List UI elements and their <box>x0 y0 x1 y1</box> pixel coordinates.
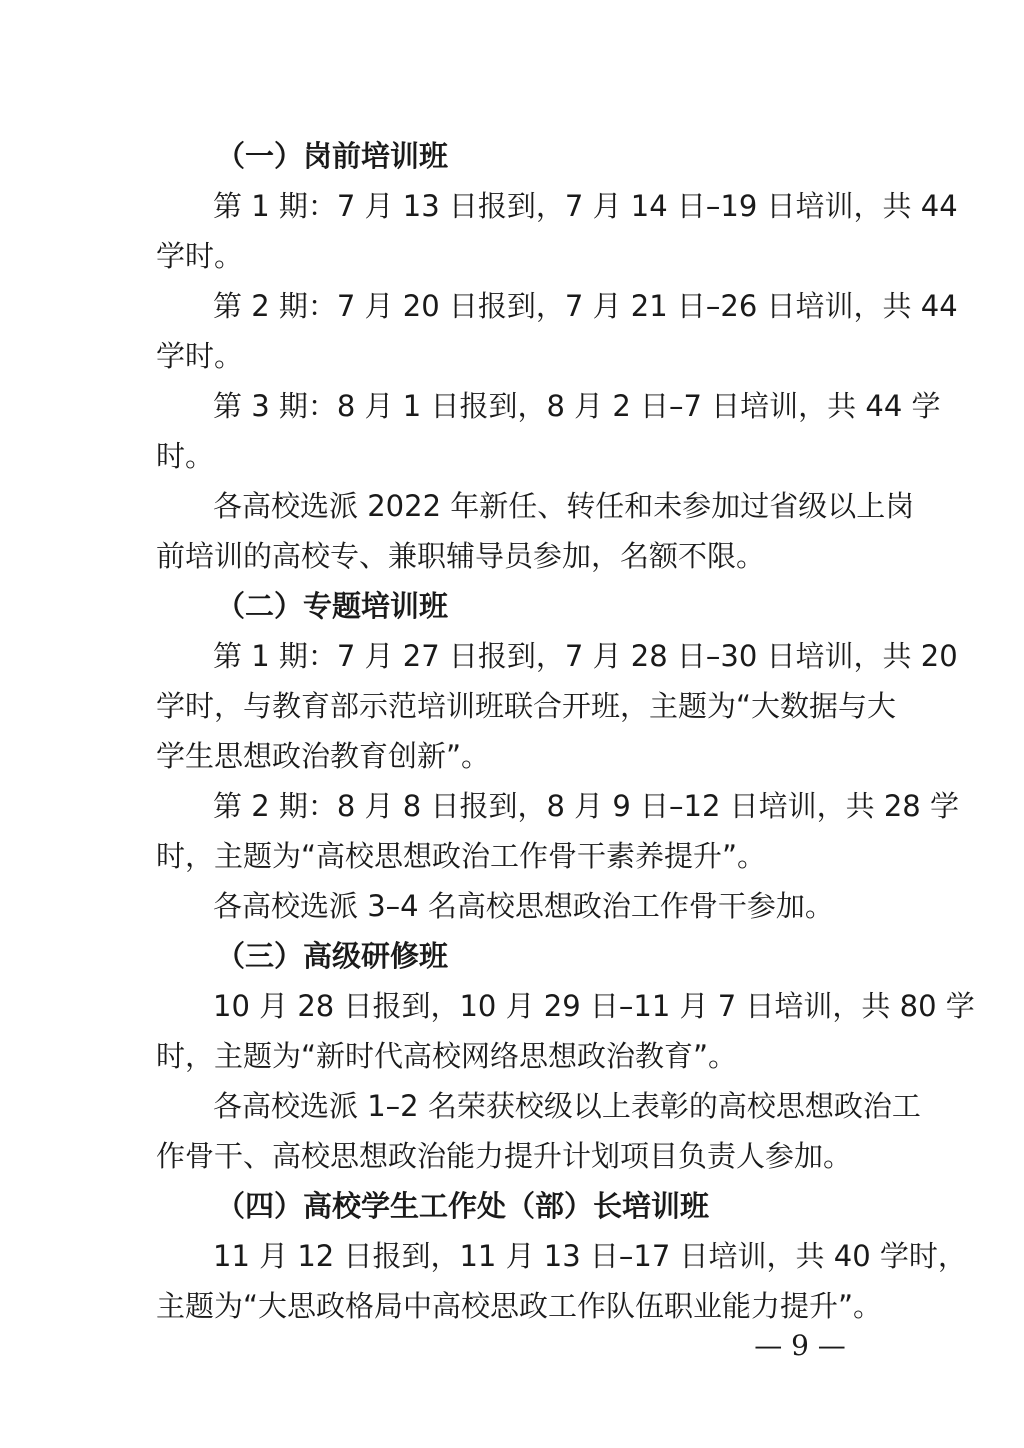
section-heading-1: （一）岗前培训班 <box>216 139 449 173</box>
paragraph-line: 时，主题为“高校思想政治工作骨干素养提升”。 <box>156 839 767 873</box>
paragraph-line: 学生思想政治教育创新”。 <box>156 739 491 773</box>
section-heading-3: （三）高级研修班 <box>216 939 449 973</box>
paragraph-line: 各高校选派 1–2 名荣获校级以上表彰的高校思想政治工 <box>213 1089 921 1123</box>
paragraph-line: 学时。 <box>156 339 244 373</box>
paragraph-line: 各高校选派 3–4 名高校思想政治工作骨干参加。 <box>213 889 834 923</box>
page-number: — 9 — <box>754 1329 846 1362</box>
paragraph-line: 前培训的高校专、兼职辅导员参加，名额不限。 <box>156 539 766 573</box>
paragraph-line: 主题为“大思政格局中高校思政工作队伍职业能力提升”。 <box>156 1289 883 1323</box>
paragraph-line: 第 1 期：7 月 13 日报到，7 月 14 日–19 日培训，共 44 <box>213 189 958 223</box>
paragraph-line: 时。 <box>156 439 215 473</box>
paragraph-line: 10 月 28 日报到，10 月 29 日–11 月 7 日培训，共 80 学 <box>213 989 975 1023</box>
paragraph-line: 时，主题为“新时代高校网络思想政治教育”。 <box>156 1039 738 1073</box>
paragraph-line: 第 3 期：8 月 1 日报到，8 月 2 日–7 日培训，共 44 学 <box>213 389 941 423</box>
paragraph-line: 各高校选派 2022 年新任、转任和未参加过省级以上岗 <box>213 489 915 523</box>
section-heading-2: （二）专题培训班 <box>216 589 449 623</box>
section-heading-4: （四）高校学生工作处（部）长培训班 <box>216 1189 710 1223</box>
paragraph-line: 学时，与教育部示范培训班联合开班，主题为“大数据与大 <box>156 689 897 723</box>
paragraph-line: 第 2 期：7 月 20 日报到，7 月 21 日–26 日培训，共 44 <box>213 289 958 323</box>
paragraph-line: 学时。 <box>156 239 244 273</box>
paragraph-line: 第 1 期：7 月 27 日报到，7 月 28 日–30 日培训，共 20 <box>213 639 958 673</box>
paragraph-line: 第 2 期：8 月 8 日报到，8 月 9 日–12 日培训，共 28 学 <box>213 789 959 823</box>
paragraph-line: 11 月 12 日报到，11 月 13 日–17 日培训，共 40 学时， <box>213 1239 967 1273</box>
paragraph-line: 作骨干、高校思想政治能力提升计划项目负责人参加。 <box>156 1139 853 1173</box>
